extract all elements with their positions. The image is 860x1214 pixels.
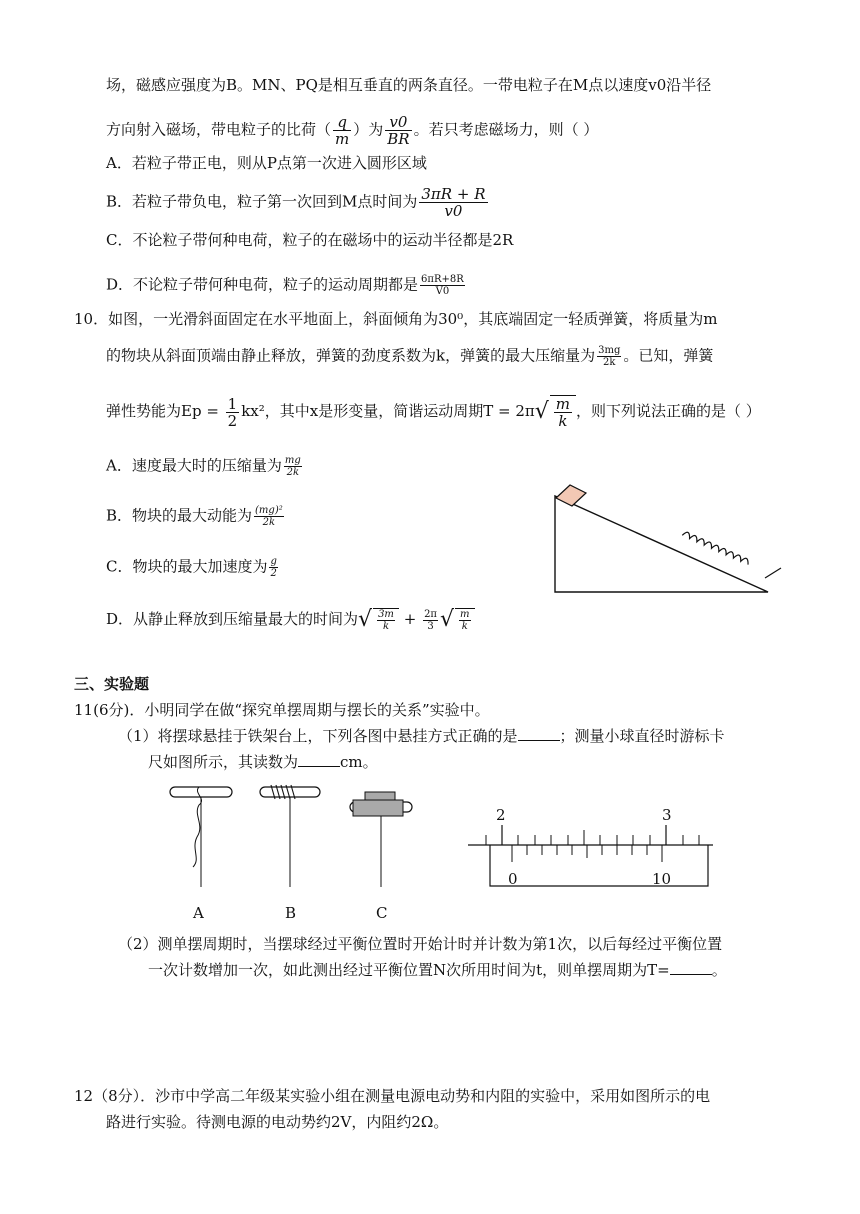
q10-option-d: D．从静止释放到压缩量最大的时间为√ $\frac{3m}{k}$ + $\frac{2\pi}{3}$ √ $\frac{m}{k}$ xyxy=(106,608,475,632)
incline-figure xyxy=(550,478,790,598)
figure-label-b: B xyxy=(285,904,297,922)
q10-line1: 10．如图，一光滑斜面固定在水平地面上，斜面倾角为30⁰，其底端固定一轻质弹簧，将质量为m xyxy=(74,310,718,328)
q11-line1: 11(6分)．小明同学在做“探究单摆周期与摆长的关系”实验中。 xyxy=(74,701,490,719)
q11-part2-line2: 一次计数增加一次，如此测出经过平衡位置N次所用时间为t，则单摆周期为T= 。 xyxy=(148,961,727,979)
q9-option-c: C．不论粒子带何种电荷，粒子的在磁场中的运动半径都是2R xyxy=(106,231,514,249)
figure-label-a: A xyxy=(193,904,204,922)
scale-vernier-label-10: 10 xyxy=(652,870,672,888)
pendulum-figures xyxy=(165,782,425,922)
section-title: 三、实验题 xyxy=(74,675,150,693)
figure-label-c: C xyxy=(376,904,388,922)
vernier-scale xyxy=(468,820,718,890)
q10-option-b: B．物块的最大动能为 $\frac{\text{(mg)²}}{2k}$ xyxy=(106,505,283,528)
q9-line1: 场，磁感应强度为B。MN、PQ是相互垂直的两条直径。一带电粒子在M点以速度v0沿半径 xyxy=(106,76,712,94)
answer-blank[interactable] xyxy=(518,726,560,741)
q9-option-a: A．若粒子带正电，则从P点第一次进入圆形区域 xyxy=(106,154,427,172)
q12-line1: 12（8分）．沙市中学高二年级某实验小组在测量电源电动势和内阻的实验中，采用如图所示的电 xyxy=(74,1087,711,1105)
q12-line2: 路进行实验。待测电源的电动势约2V，内阻约2Ω。 xyxy=(106,1113,449,1131)
q9-option-b: B．若粒子带负电，粒子第一次回到M点时间为 $\frac{3\pi R + R}{v0}$ xyxy=(106,185,486,220)
q11-part1-line2: 尺如图所示，其读数为 cm。 xyxy=(148,753,378,771)
scale-main-label-2: 2 xyxy=(496,806,506,824)
q9-option-d: D．不论粒子带何种电荷，粒子的运动周期都是 $\frac{6\pi R+8R}{V0}$ xyxy=(106,274,464,297)
q10-line2: 的物块从斜面顶端由静止释放，弹簧的劲度系数为k，弹簧的最大压缩量为 $\frac{3mg}{2k}$ 。已知，弹簧 xyxy=(106,345,714,368)
q11-part2-line1: （2）测单摆周期时，当摆球经过平衡位置时开始计时并计数为第1次，以后每经过平衡位置 xyxy=(118,935,723,953)
q9-line2: 方向射入磁场，带电粒子的比荷（ $\frac{q}{m}$ ）为 $\frac{v0}{BR}$ 。若只考虑磁场力，则（ ） xyxy=(106,113,599,148)
answer-blank[interactable] xyxy=(298,752,340,767)
scale-main-label-3: 3 xyxy=(662,806,672,824)
q10-option-c: C．物块的最大加速度为 $\frac{g}{2}$ xyxy=(106,556,277,579)
q10-option-a: A．速度最大时的压缩量为 $\frac{mg}{2k}$ xyxy=(106,455,301,478)
q10-line3: 弹性势能为Ep = $\frac{1}{2}$ kx²，其中x是形变量，简谐运动周期T = 2π√ $\frac{m}{k}$ ，则下列说法正确的是（ ） xyxy=(106,394,761,430)
answer-blank[interactable] xyxy=(670,960,712,975)
q11-part1-line1: （1）将摆球悬挂于铁架台上，下列各图中悬挂方式正确的是 ；测量小球直径时游标卡 xyxy=(118,727,725,745)
scale-vernier-label-0: 0 xyxy=(508,870,518,888)
